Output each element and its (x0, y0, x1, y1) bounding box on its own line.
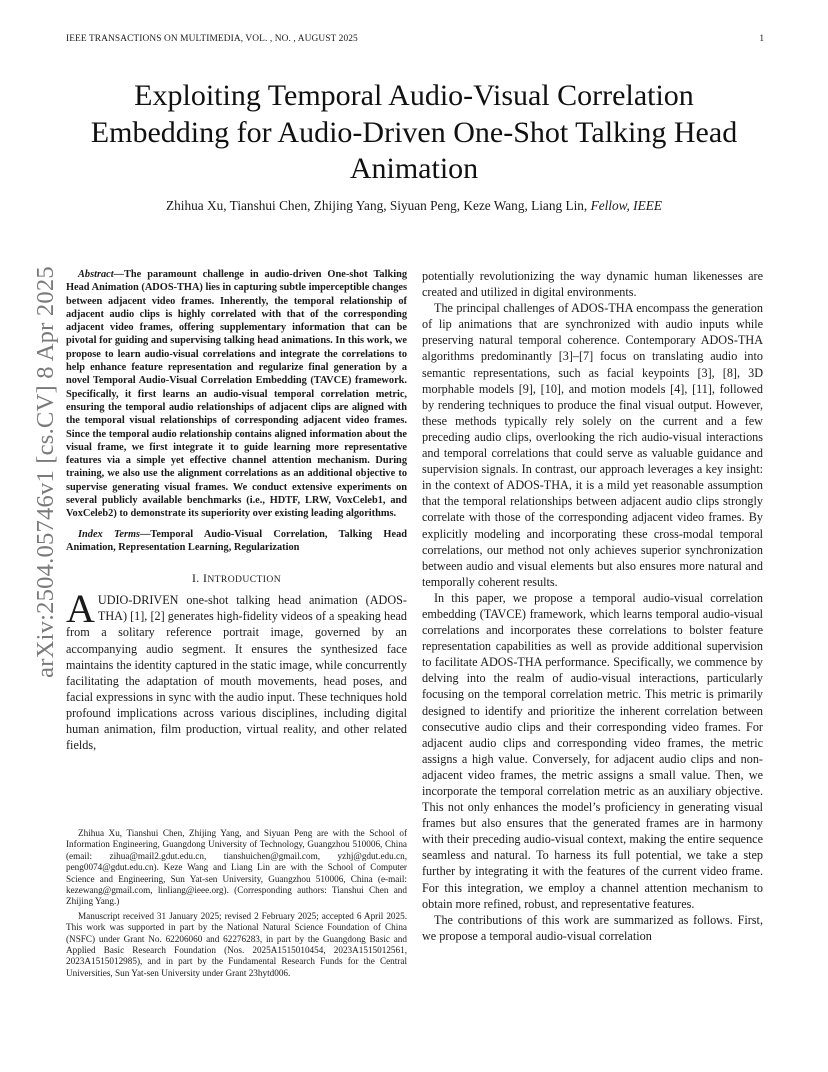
index-terms (66, 528, 407, 555)
page-number: 1 (759, 34, 764, 44)
abstract-label: Abstract (78, 269, 114, 280)
section-number: I. (191, 571, 200, 586)
paper-title: Exploiting Temporal Audio-Visual Correlation Embedding for Audio-Driven One-Shot Talking Head Animation (90, 79, 738, 185)
journal-header: IEEE TRANSACTIONS ON MULTIMEDIA, VOL. , NO. , AUGUST 2025 (66, 34, 358, 44)
section-title-rest: NTRODUCTION (207, 574, 282, 586)
abstract (66, 268, 407, 521)
right-paragraph: potentially revolutionizing the way dynamic human likenesses are created and utilized in digital environments. (422, 269, 763, 300)
arxiv-stamp[interactable]: arXiv:2504.05746v1 [cs.CV] 8 Apr 2025 (32, 266, 59, 678)
index-terms-text: —Temporal Audio-Visual Correlation, Talking Head Animation, Representation Learning, Regularization (66, 528, 407, 553)
author-fellow: Fellow, IEEE (590, 198, 662, 213)
section-heading (66, 571, 407, 586)
footnote-funding: Manuscript received 31 January 2025; revised 2 February 2025; accepted 6 April 2025. This work was supported in part by the National Natural Science Foundation of China (NSFC) under Grant No. 62206060 and 62276283, in part by the Guangdong Basic and Applied Basic Research Foundation (Nos. 2025A1515010454, 2023A1515012561, 2023A1515012985), and in part by the Fundamental Research Funds for the Central Universities, Sun Yat-sen University under Grant 23hytd006. (66, 910, 407, 978)
right-paragraph: The principal challenges of ADOS-THA encompass the generation of lip animations that are synchronized with audio inputs while preserving natural temporal coherence. Contemporary ADOS-THA algorithms predominantly [3]–[7] focus on translating audio into semantic representations, such as facial keypoints [3], [8], 3D morphable models [9], [10], and motion models [4], [11], followed by rendering techniques to produce the final visual output. However, these methods typically rely solely on the current and a few preceding audio clips, overlooking the rich audio-visual interactions and temporal correlations that could serve as valuable guidance and supervision signals. In contrast, our approach leverages a key insight: in the context of ADOS-THA, it is a mild yet reasonable assumption that the temporal relationships between adjacent audio clips strongly correlate with those of the corresponding adjacent video frames. By explicitly modeling and incorporating these cross-modal temporal correlations, our method not only achieves superior synchronization between audio and visual elements but also ensures more natural and temporally coherent results. (422, 301, 763, 589)
right-paragraph: The contributions of this work are summarized as follows. First, we propose a temporal audio-visual correlation (422, 912, 763, 943)
right-paragraph: In this paper, we propose a temporal audio-visual correlation embedding (TAVCE) framework, which learns temporal audio-visual correlations and incorporates these correlations to bolster feature representation capabilities as well as provide additional supervision to facilitate ADOS-THA performance. Specifically, we commence by delving into the realm of audio-visual interactions, particularly focusing on the temporal correlation metric. This metric is primarily designed to identify and prioritize the inherent correlation between consecutive audio clips and their corresponding video frames. For adjacent audio clips and corresponding video frames, the metric assigns a high value. Conversely, for adjacent audio clips and non-adjacent video frames, the metric assigns a small value. Then, we incorporate the temporal correlation metric as an auxiliary objective. This not only enhances the model’s proficiency in generating visual frames but also ensures that the generated frames are in harmony with their preceding audio-visual context, making the entire sequence seamless and natural. To harness its full potential, we take a step further by integrating it with the features of the current video frame. For this integration, we employ a channel attention mechanism to obtain more refined, robust, and representative features. (422, 590, 763, 911)
section-initial: I (203, 571, 208, 586)
right-column (422, 268, 763, 944)
index-terms-label: Index Terms (78, 528, 141, 540)
footnotes (66, 828, 407, 979)
author-list (64, 198, 764, 214)
abstract-text: —The paramount challenge in audio-driven One-shot Talking Head Animation (ADOS-THA) lies in capturing subtle imperceptible changes between adjacent video frames. Inherently, the temporal relationship of adjacent audio clips is highly correlated with that of the corresponding adjacent video frames, offering supplementary information that can be pivotal for guiding and supervising talking head animations. In this work, we propose to learn audio-visual correlations and integrate the correlations to help enhance feature representation and regularize final generation by a novel Temporal Audio-Visual Correlation Embedding (TAVCE) framework. Specifically, it first learns an audio-visual temporal correlation metric, ensuring the temporal audio relationships of adjacent clips are aligned with the temporal visual relationships of corresponding adjacent video frames. Since the temporal audio relationship contains aligned information about the visual frame, we first integrate it to guide learning more representative features via a simple yet effective channel attention mechanism. During training, we also use the alignment correlations as an additional objective to supervise generating visual frames. We conduct extensive experiments on several publicly available benchmarks (i.e., HDTF, LRW, VoxCeleb1, and VoxCeleb2) to demonstrate its superiority over existing leading algorithms. (66, 269, 407, 520)
left-column (66, 268, 407, 753)
author-names: Zhihua Xu, Tianshui Chen, Zhijing Yang, Siyuan Peng, Keze Wang, Liang Lin, (166, 198, 588, 213)
intro-paragraph: AUDIO-DRIVEN one-shot talking head animation (ADOS-THA) [1], [2] generates high-fidelity videos of a speaking head from a solitary reference portrait image, governed by an accompanying audio segment. It ensures the synthesized face maintains the identity captured in the static image, while concurrently facilitating the adaptation of mouth movements, head poses, and facial expressions in sync with the audio input. These techniques hold profound implications across various disciplines, including digital human animation, film production, virtual reality, and other related fields, (66, 586, 407, 753)
footnote-affiliations: Zhihua Xu, Tianshui Chen, Zhijing Yang, and Siyuan Peng are with the School of Information Engineering, Guangdong University of Technology, Guangzhou 510006, China (email: zihua@mail2.gdut.edu.cn, tianshuichen@gmail.com, yzhj@gdut.edu.cn, peng0074@gdut.edu.cn). Keze Wang and Liang Lin are with the School of Computer Science and Engineering, Sun Yat-sen University, Guangzhou 510006, China (e-mail: kezewang@gmail.com, linliang@ieee.org). (Corresponding authors: Tianshui Chen and Zhijing Yang.) (66, 828, 407, 907)
